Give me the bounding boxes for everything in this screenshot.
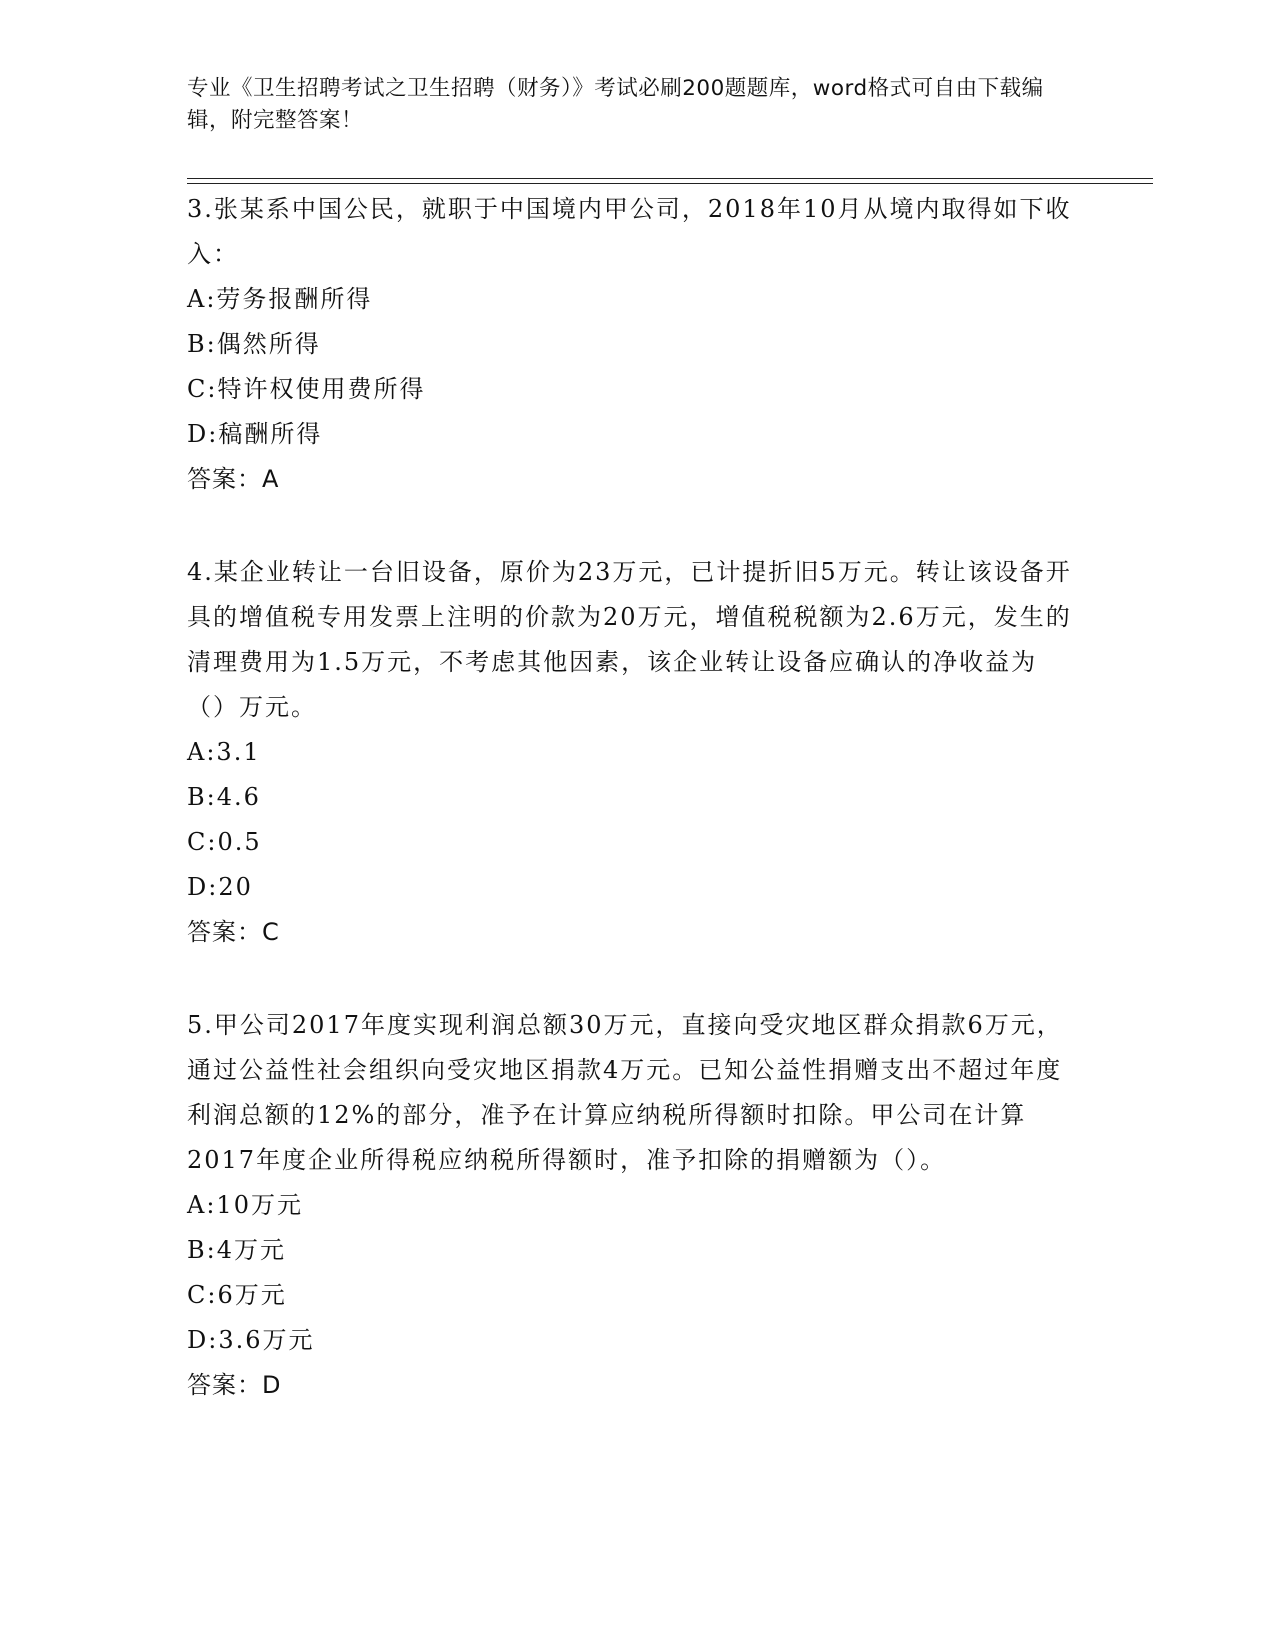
header-rule-top	[187, 178, 1153, 179]
option-b: B:偶然所得	[187, 330, 321, 358]
header-rule-bottom	[187, 183, 1153, 184]
option-d: D:20	[187, 873, 253, 901]
answer-line: 答案：D	[187, 1371, 282, 1399]
question-list	[187, 187, 1077, 1456]
option-d: D:3.6万元	[187, 1326, 315, 1354]
question-stem: 3.张某系中国公民，就职于中国境内甲公司，2018年10月从境内取得如下收入：	[187, 195, 1072, 268]
question-3	[187, 187, 1077, 502]
question-stem: 5.甲公司2017年度实现利润总额30万元，直接向受灾地区群众捐款6万元，通过公益性社会组织向受灾地区捐款4万元。已知公益性捐赠支出不超过年度利润总额的12%的部分，准予在计算应纳税所得额时扣除。甲公司在计算2017年度企业所得税应纳税所得额时，准予扣除的捐赠额为（）。	[187, 1011, 1063, 1174]
option-a: A:劳务报酬所得	[187, 285, 373, 313]
option-a: A:3.1	[187, 738, 261, 766]
option-c: C:特许权使用费所得	[187, 375, 426, 403]
question-stem: 4.某企业转让一台旧设备，原价为23万元，已计提折旧5万元。转让该设备开具的增值税专用发票上注明的价款为20万元，增值税税额为2.6万元，发生的清理费用为1.5万元，不考虑其他因素，该企业转让设备应确认的净收益为（）万元。	[187, 558, 1072, 721]
option-b: B:4万元	[187, 1236, 286, 1264]
option-c: C:6万元	[187, 1281, 287, 1309]
question-5	[187, 1003, 1077, 1408]
answer-line: 答案：C	[187, 918, 280, 946]
document-header: 专业《卫生招聘考试之卫生招聘（财务）》考试必刷200题题库，word格式可自由下载编辑，附完整答案！	[187, 76, 1044, 133]
option-c: C:0.5	[187, 828, 262, 856]
option-b: B:4.6	[187, 783, 261, 811]
option-a: A:10万元	[187, 1191, 303, 1219]
question-4	[187, 550, 1077, 955]
answer-line: 答案：A	[187, 465, 280, 493]
option-d: D:稿酬所得	[187, 420, 323, 448]
